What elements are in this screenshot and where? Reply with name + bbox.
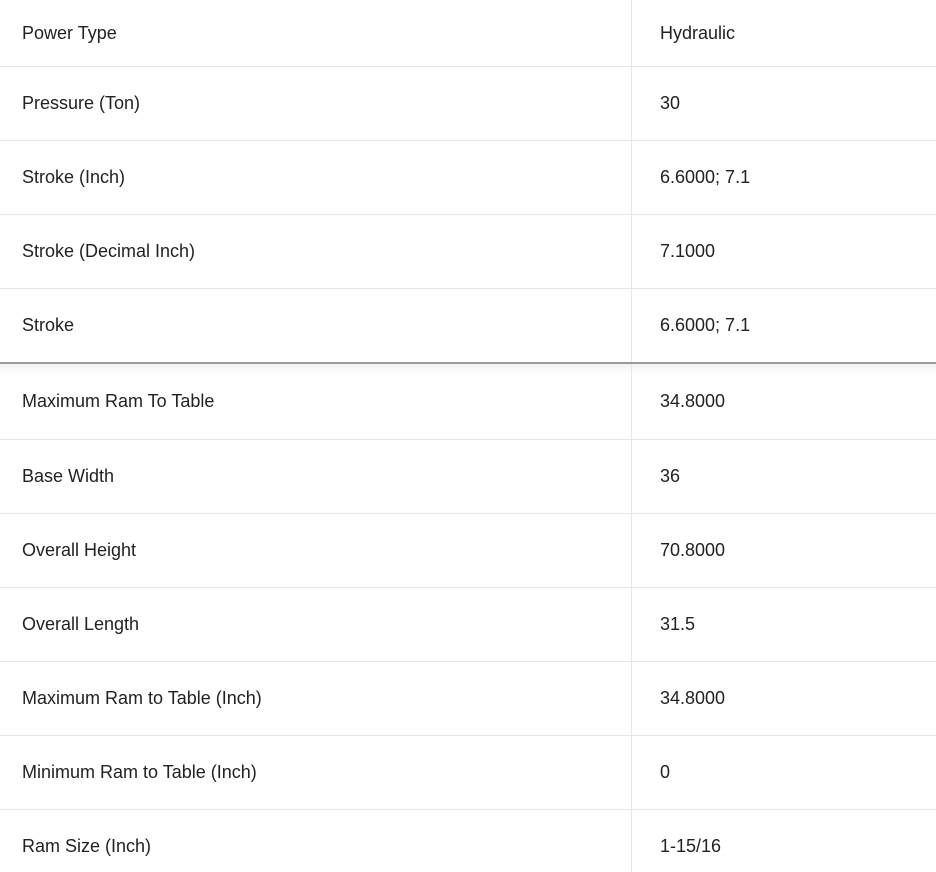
spec-value: 31.5 bbox=[660, 614, 696, 634]
spec-label: Overall Height bbox=[0, 514, 632, 587]
spec-value: 6.6000; 7.1 bbox=[660, 315, 751, 335]
spec-value: Hydraulic bbox=[660, 22, 736, 43]
spec-row-minimum-ram-to-table-inch bbox=[0, 736, 936, 810]
spec-label: Base Width bbox=[0, 440, 632, 513]
spec-row-maximum-ram-to-table bbox=[0, 364, 936, 440]
spec-value: 34.8000 bbox=[660, 688, 726, 708]
spec-label: Maximum Ram To Table bbox=[0, 364, 632, 439]
spec-label: Stroke (Inch) bbox=[0, 141, 632, 214]
spec-row-overall-height bbox=[0, 514, 936, 588]
spec-row-pressure bbox=[0, 67, 936, 141]
spec-label: Ram Size (Inch) bbox=[0, 810, 632, 872]
spec-value: 30 bbox=[660, 93, 681, 113]
spec-label: Stroke (Decimal Inch) bbox=[0, 215, 632, 288]
spec-label: Stroke bbox=[0, 289, 632, 362]
spec-row-maximum-ram-to-table-inch bbox=[0, 662, 936, 736]
spec-row-power-type bbox=[0, 0, 936, 67]
spec-row-stroke bbox=[0, 289, 936, 364]
spec-value: 0 bbox=[660, 762, 671, 782]
spec-row-stroke-inch bbox=[0, 141, 936, 215]
spec-label: Overall Length bbox=[0, 588, 632, 661]
spec-row-base-width bbox=[0, 440, 936, 514]
spec-value: 70.8000 bbox=[660, 540, 726, 560]
spec-value: 7.1000 bbox=[660, 241, 716, 261]
spec-row-stroke-decimal-inch bbox=[0, 215, 936, 289]
spec-row-ram-size-inch bbox=[0, 810, 936, 872]
spec-row-overall-length bbox=[0, 588, 936, 662]
spec-label: Maximum Ram to Table (Inch) bbox=[0, 662, 632, 735]
spec-value: 6.6000; 7.1 bbox=[660, 167, 751, 187]
spec-label: Pressure (Ton) bbox=[0, 67, 632, 140]
spec-label: Power Type bbox=[0, 0, 632, 66]
spec-label: Minimum Ram to Table (Inch) bbox=[0, 736, 632, 809]
spec-value: 1-15/16 bbox=[660, 836, 722, 856]
spec-value: 34.8000 bbox=[660, 391, 726, 411]
spec-value: 36 bbox=[660, 466, 681, 486]
